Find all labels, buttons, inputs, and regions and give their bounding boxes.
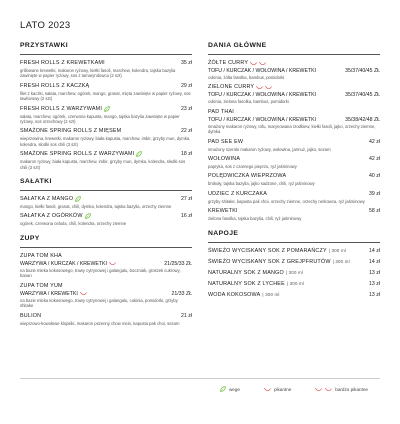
section-heading-dania: DANIA GŁÓWNE: [208, 42, 267, 49]
legend-label: pikantne: [273, 386, 292, 392]
drink-item: ŚWIEŻO WYCISKANY SOK Z POMARAŃCZY | 300 ml 14 zł: [208, 247, 380, 254]
menu-item: [208, 59, 380, 80]
item-description: brokuły, tajska bazylia, jajko sadzone, chili, ryż jaśminowy: [208, 181, 315, 187]
item-price: 22 zł: [181, 128, 192, 135]
leaf-icon: [75, 196, 81, 202]
item-price: 29 zł: [181, 82, 192, 89]
menu-item: [20, 105, 192, 125]
footer-divider: [20, 378, 380, 379]
item-name: BULION: [20, 312, 42, 319]
item-unit: 300 ml: [335, 259, 350, 265]
legend-label: bardzo pikantne: [335, 386, 368, 392]
item-price: 42 zł: [369, 156, 380, 163]
item-price: 35/37/40/45 ZŁ: [345, 68, 380, 74]
item-name: SAŁATKA Z MANGO: [20, 196, 74, 203]
item-description: cukinia, zielona fasolka, bambus, pomidorki: [208, 99, 289, 105]
item-name: SMAŻONE SPRING ROLLS Z MIĘSEM: [20, 128, 122, 135]
chili-icon: [109, 261, 116, 266]
item-variants: WARZYWA / KURCZAK / KREWETKI: [20, 260, 107, 267]
item-name: WOŁOWINA: [208, 156, 241, 163]
item-name: POLĘDWICZKA WIEPRZOWA: [208, 173, 287, 180]
menu-item: [208, 207, 380, 221]
menu-item: [20, 312, 192, 326]
leaf-icon: [220, 386, 226, 392]
item-name: UDZIEC Z KURCZAKA: [208, 190, 268, 197]
item-name: SAŁATKA Z OGÓRKÓW: [20, 213, 83, 220]
item-name: NATURALNY SOK Z MANGO: [208, 269, 284, 276]
item-price: 13 zł: [369, 291, 380, 298]
item-description: na bazie mleka kokosowego, trawy cytrynowej i galangalu, boczniak, groszek cukrowy, banan: [20, 267, 181, 279]
item-price: 58 zł: [369, 208, 380, 215]
item-price: 21/25/33 ZŁ: [164, 260, 192, 267]
item-price: 16 zł: [181, 213, 192, 220]
legend: [208, 386, 380, 392]
item-description: wieprzowina, krewetki, makaron ryżowy, biała kapusta, marchew, imbir, grzyby mun, dymka, kolendra, słodki sos chili (3 szt): [20, 136, 191, 147]
item-name: ŚWIEŻO WYCISKANY SOK Z POMARAŃCZY: [208, 247, 327, 254]
item-price: 35 zł: [181, 60, 192, 66]
menu-item: [20, 82, 192, 102]
menu-item: [20, 212, 192, 226]
item-description: na bazie mleka kokosowego, trawy cytrynowej i galangalu, cukinia, pomidorki, grzyby shitake: [20, 297, 178, 309]
drink-item: NATURALNY SOK Z MANGO | 300 ml 13 zł: [208, 269, 380, 276]
section-heading-napoje: NAPOJE: [208, 229, 239, 237]
item-name: SMAŻONE SPRING ROLLS Z WARZYWAMI: [20, 151, 135, 158]
menu-item: [20, 127, 192, 147]
item-variants: TOFU / KURCZAK / WOŁOWINA / KREWETKI: [208, 68, 316, 74]
item-price: 14 zł: [369, 258, 380, 265]
item-price: 40 zł: [369, 173, 380, 180]
leaf-icon: [85, 213, 91, 219]
menu-item: [208, 172, 380, 186]
section-heading-salatki: SAŁATKI: [20, 178, 52, 186]
item-variants: TOFU / KURCZAK / WOŁOWINA / KREWETKI: [208, 116, 316, 123]
legend-vege: [220, 386, 240, 392]
legend-spicy: [264, 387, 291, 392]
item-name: PAD THAI: [208, 108, 234, 115]
item-variants: WARZYWA / KREWETKI: [20, 290, 78, 297]
item-unit: 300 ml: [288, 270, 304, 276]
item-name: PAD SEE EW: [208, 138, 244, 145]
item-price: 42 zł: [369, 138, 380, 145]
item-name: NATURALNY SOK Z LYCHEE: [208, 280, 285, 287]
item-price: 13 zł: [369, 280, 380, 287]
item-name: ŻÓŁTE CURRY: [208, 60, 249, 66]
divider: [20, 247, 192, 248]
item-description: makaron ryżowy, biała kapusta, marchew, imbir, grzyby mun, dymka, kolendra, słodki sos chili (3 szt): [20, 159, 186, 170]
leaf-icon: [104, 106, 110, 112]
chili-icon: [265, 85, 272, 90]
item-description: filet z kaczki, sałata, marchew, ogórek, mango, granat, mięta zawinięte w papier ryżowy, sos tawlovowy (2 szt): [20, 90, 191, 102]
divider: [208, 242, 380, 243]
chili-icon: [315, 387, 322, 392]
item-name: WODA KOKOSOWA: [208, 291, 261, 298]
item-price: 21 zł: [181, 312, 192, 319]
item-unit: 300 ml: [331, 248, 346, 254]
chili-icon: [325, 387, 332, 392]
chili-icon: [80, 291, 87, 296]
item-name: ZIELONE CURRY: [208, 84, 255, 91]
item-price: 18 zł: [181, 151, 192, 158]
item-description: cukinia, żółta fasolka, bambus, pomidorki: [208, 75, 285, 80]
section-heading-zupy: ZUPY: [20, 234, 40, 242]
menu-item: [208, 138, 380, 152]
menu-item: [208, 108, 380, 135]
divider: [20, 54, 192, 55]
item-name: FRESH ROLLS Z KREWETKAMI: [20, 60, 105, 66]
item-description: grillowane krewetki, makaron ryżowy, kiełki fasoli, marchew, kolendra, tajska bazylia zawinięte w papier ryżowy, sos z tamaryndowca (2 szt): [20, 68, 176, 79]
item-variants: TOFU / KURCZAK / WOŁOWINA / KREWETKI: [208, 92, 316, 99]
item-name: ZUPA TOM KHA: [20, 252, 62, 259]
item-description: mango, kiełki fasoli, granat, chili, dymka, kolendra, tajska bazylia, orzechy ziemne: [20, 204, 172, 210]
item-description: ogórek, czerwona cebula, chili, kolendra, orzechy ziemne: [20, 221, 127, 227]
leaf-icon: [136, 151, 142, 157]
menu-item: [208, 190, 380, 204]
chili-icon: [259, 61, 266, 66]
item-name: ZUPA TOM YUM: [20, 282, 63, 289]
item-price: 35/38/42/48 ZŁ: [345, 116, 380, 123]
menu-item: [20, 282, 192, 309]
item-description: smażony makaron ryżowy, tofu, marynowana rzodkiew, kiełki fasoli, jajko, orzechy ziemne, dymka: [208, 123, 376, 135]
item-name: KREWETKI: [208, 208, 238, 215]
item-unit: 300 ml: [265, 292, 280, 298]
menu-item: [20, 59, 192, 79]
item-price: 13 zł: [369, 269, 380, 276]
drink-item: WODA KOKOSOWA | 300 ml 13 zł: [208, 291, 380, 298]
item-price: 35/37/40/45 ZŁ: [345, 92, 380, 99]
item-description: papryka, sos z czarnego pieprzu, ryż jaśminowy: [208, 164, 297, 170]
item-price: 39 zł: [369, 190, 380, 197]
drink-item: ŚWIEŻO WYCISKANY SOK Z GREJPFRUTÓW | 300 ml 14 zł: [208, 258, 380, 265]
drink-item: NATURALNY SOK Z LYCHEE | 300 ml 13 zł: [208, 280, 380, 287]
divider: [208, 54, 380, 55]
item-price: 23 zł: [181, 105, 192, 112]
item-description: grzyby shitake, kapusta pak choi, orzechy ziemne, orzechy nerkowca, ryż jaśminowy: [208, 198, 365, 204]
chili-icon: [256, 85, 263, 90]
menu-item: [20, 252, 192, 279]
legend-label: wege: [228, 386, 240, 392]
item-description: wieprzowo-kowołowe klopsiki, makaron pszenny chow mein, kapusta pak choi, sezam: [20, 320, 180, 326]
legend-very-spicy: [315, 387, 368, 392]
item-unit: 300 ml: [289, 281, 305, 287]
menu-item: [20, 195, 192, 209]
divider: [20, 190, 192, 191]
menu-item: [20, 150, 192, 170]
item-description: sałata, marchew, ogórek, czerwona kapusta, mango, tajska bazylia zawinięte w papier ryżowy, sos orzechowy (2 szt): [20, 113, 180, 125]
menu-title: LATO 2023: [20, 20, 71, 31]
item-description: smażony szeroki makaron ryżowy, wołowina, jarmuż, jajko, sezam: [208, 146, 331, 152]
item-description: zielona fasolka, tajska bazylia, chili, ryż jaśminowy: [208, 216, 302, 222]
item-price: 21/33 ZŁ: [171, 290, 192, 297]
chili-icon: [264, 387, 271, 392]
item-name: ŚWIEŻO WYCISKANY SOK Z GREJPFRUTÓW: [208, 258, 331, 265]
item-price: 14 zł: [369, 247, 380, 254]
section-heading-przystawki: PRZYSTAWKI: [20, 42, 69, 49]
item-name: FRESH ROLLS Z WARZYWAMI: [20, 105, 103, 112]
item-price: 27 zł: [181, 196, 192, 203]
item-name: FRESH ROLLS Z KACZKĄ: [20, 82, 90, 89]
menu-item: [208, 155, 380, 169]
right-column: [208, 42, 380, 302]
menu-item: [208, 83, 380, 104]
left-column: [20, 42, 192, 329]
chili-icon: [250, 61, 257, 66]
